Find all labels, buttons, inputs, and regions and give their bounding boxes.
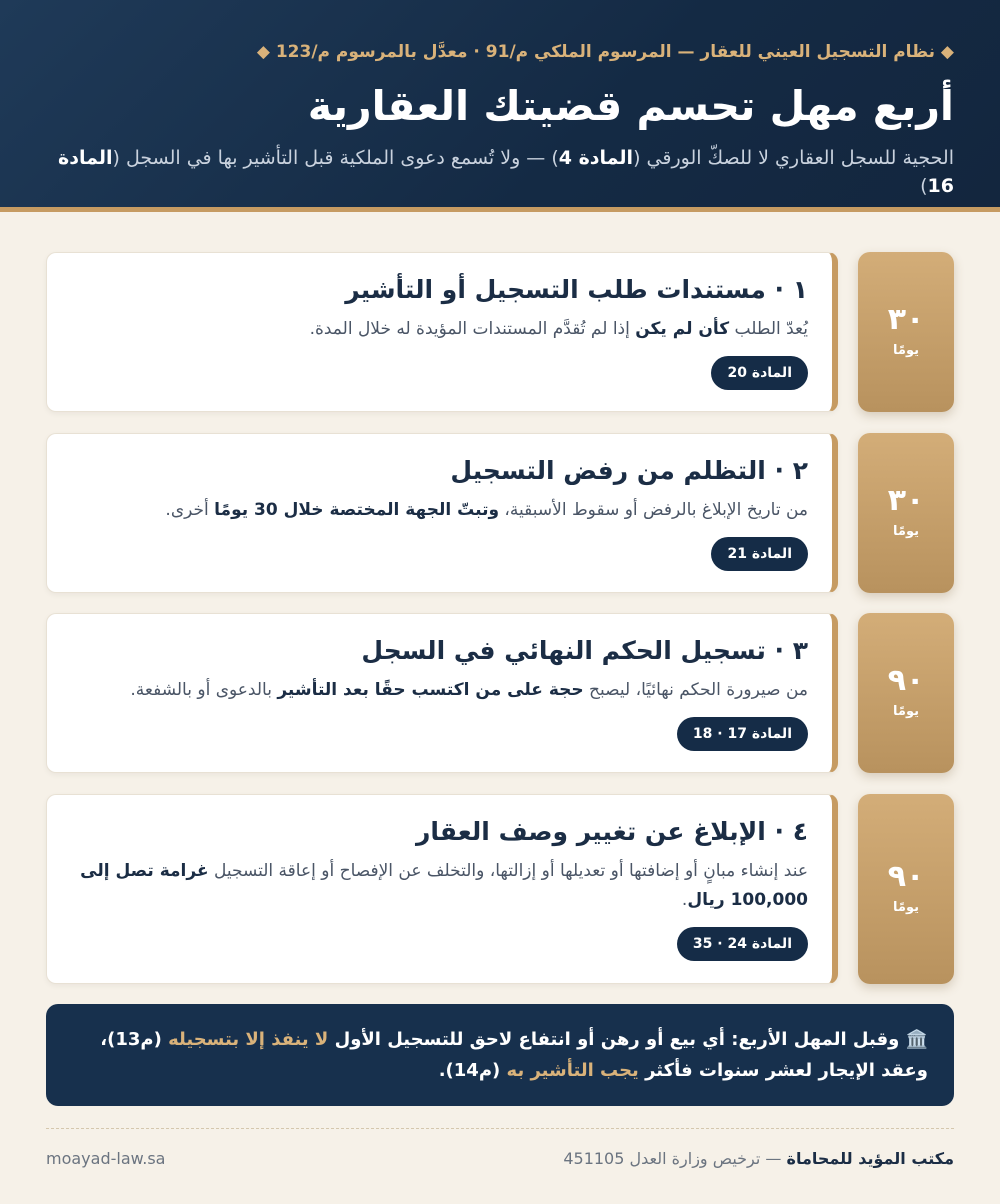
article-pill: المادة 17 · 18: [677, 717, 808, 751]
office-credit: [563, 1149, 954, 1168]
days-badge: [858, 252, 954, 412]
header-accent-bar: [0, 207, 1000, 212]
days-count: ٣٠: [887, 302, 925, 337]
office-name: مكتب المؤيد للمحاماة: [786, 1148, 954, 1168]
deadline-title: ٣ · تسجيل الحكم النهائي في السجل: [361, 636, 808, 665]
deadline-title: ٤ · الإبلاغ عن تغيير وصف العقار: [416, 817, 808, 846]
deadline-description: من صيرورة الحكم نهائيًا، ليصبح حجة على من اكتسب حقًا بعد التأشير بالدعوى أو بالشفعة.: [130, 680, 808, 700]
days-badge: [858, 613, 954, 773]
article-pill: المادة 21: [711, 537, 808, 571]
deadline-card: [46, 433, 838, 593]
classical-building-icon: 🏛️: [905, 1029, 928, 1050]
deadline-card: [46, 252, 838, 412]
deadline-description: عند إنشاء مبانٍ أو إضافتها أو تعديلها أو إزالتها، والتخلف عن الإفصاح أو إعاقة التسجيل غرامة تصل إلى 100,000 ريال.: [80, 861, 808, 910]
deadline-row-1: [46, 252, 954, 412]
deadline-description: يُعدّ الطلب كأن لم يكن إذا لم تُقدَّم المستندات المؤيدة له خلال المدة.: [309, 319, 808, 339]
article-pill: المادة 20: [711, 356, 808, 390]
page-subtitle: الحجية للسجل العقاري لا للصكّ الورقي (المادة 4) — ولا تُسمع دعوى الملكية قبل التأشير بها في السجل (المادة 16): [58, 147, 954, 197]
days-unit: يومًا: [893, 900, 919, 915]
days-badge: [858, 433, 954, 593]
days-unit: يومًا: [893, 524, 919, 539]
deadline-description: من تاريخ الإبلاغ بالرفض أو سقوط الأسبقية، وتبتّ الجهة المختصة خلال 30 يومًا أخرى.: [165, 500, 808, 520]
page-header: [0, 0, 1000, 207]
days-badge: [858, 794, 954, 984]
law-reference-kicker: ◆ نظام التسجيل العيني للعقار — المرسوم الملكي م/91 · معدَّل بالمرسوم م/123 ◆: [256, 42, 954, 62]
deadline-row-2: [46, 433, 954, 593]
deadline-title: ٢ · التظلم من رفض التسجيل: [450, 456, 808, 485]
article-pill: المادة 24 · 35: [677, 927, 808, 961]
pre-deadlines-note: 🏛️ وقبل المهل الأربع: أي بيع أو رهن أو انتفاع لاحق للتسجيل الأول لا ينفذ إلا بتسجيله (م13)، وعقد الإيجار لعشر سنوات فأكثر يجب التأشير به (م14).: [46, 1004, 954, 1106]
days-count: ٩٠: [887, 859, 925, 894]
website-link[interactable]: moayad-law.sa: [46, 1148, 166, 1168]
deadline-row-4: [46, 794, 954, 984]
license-number: — ترخيص وزارة العدل 451105: [563, 1148, 787, 1168]
deadline-card: [46, 613, 838, 773]
days-count: ٩٠: [887, 663, 925, 698]
days-unit: يومًا: [893, 343, 919, 358]
days-unit: يومًا: [893, 704, 919, 719]
days-count: ٣٠: [887, 483, 925, 518]
page-title: أربع مهل تحسم قضيتك العقارية: [307, 82, 954, 130]
footer-divider: [46, 1128, 954, 1129]
deadline-card: [46, 794, 838, 984]
page-footer: [46, 1144, 954, 1172]
deadline-title: ١ · مستندات طلب التسجيل أو التأشير: [345, 275, 808, 304]
deadline-row-3: [46, 613, 954, 773]
